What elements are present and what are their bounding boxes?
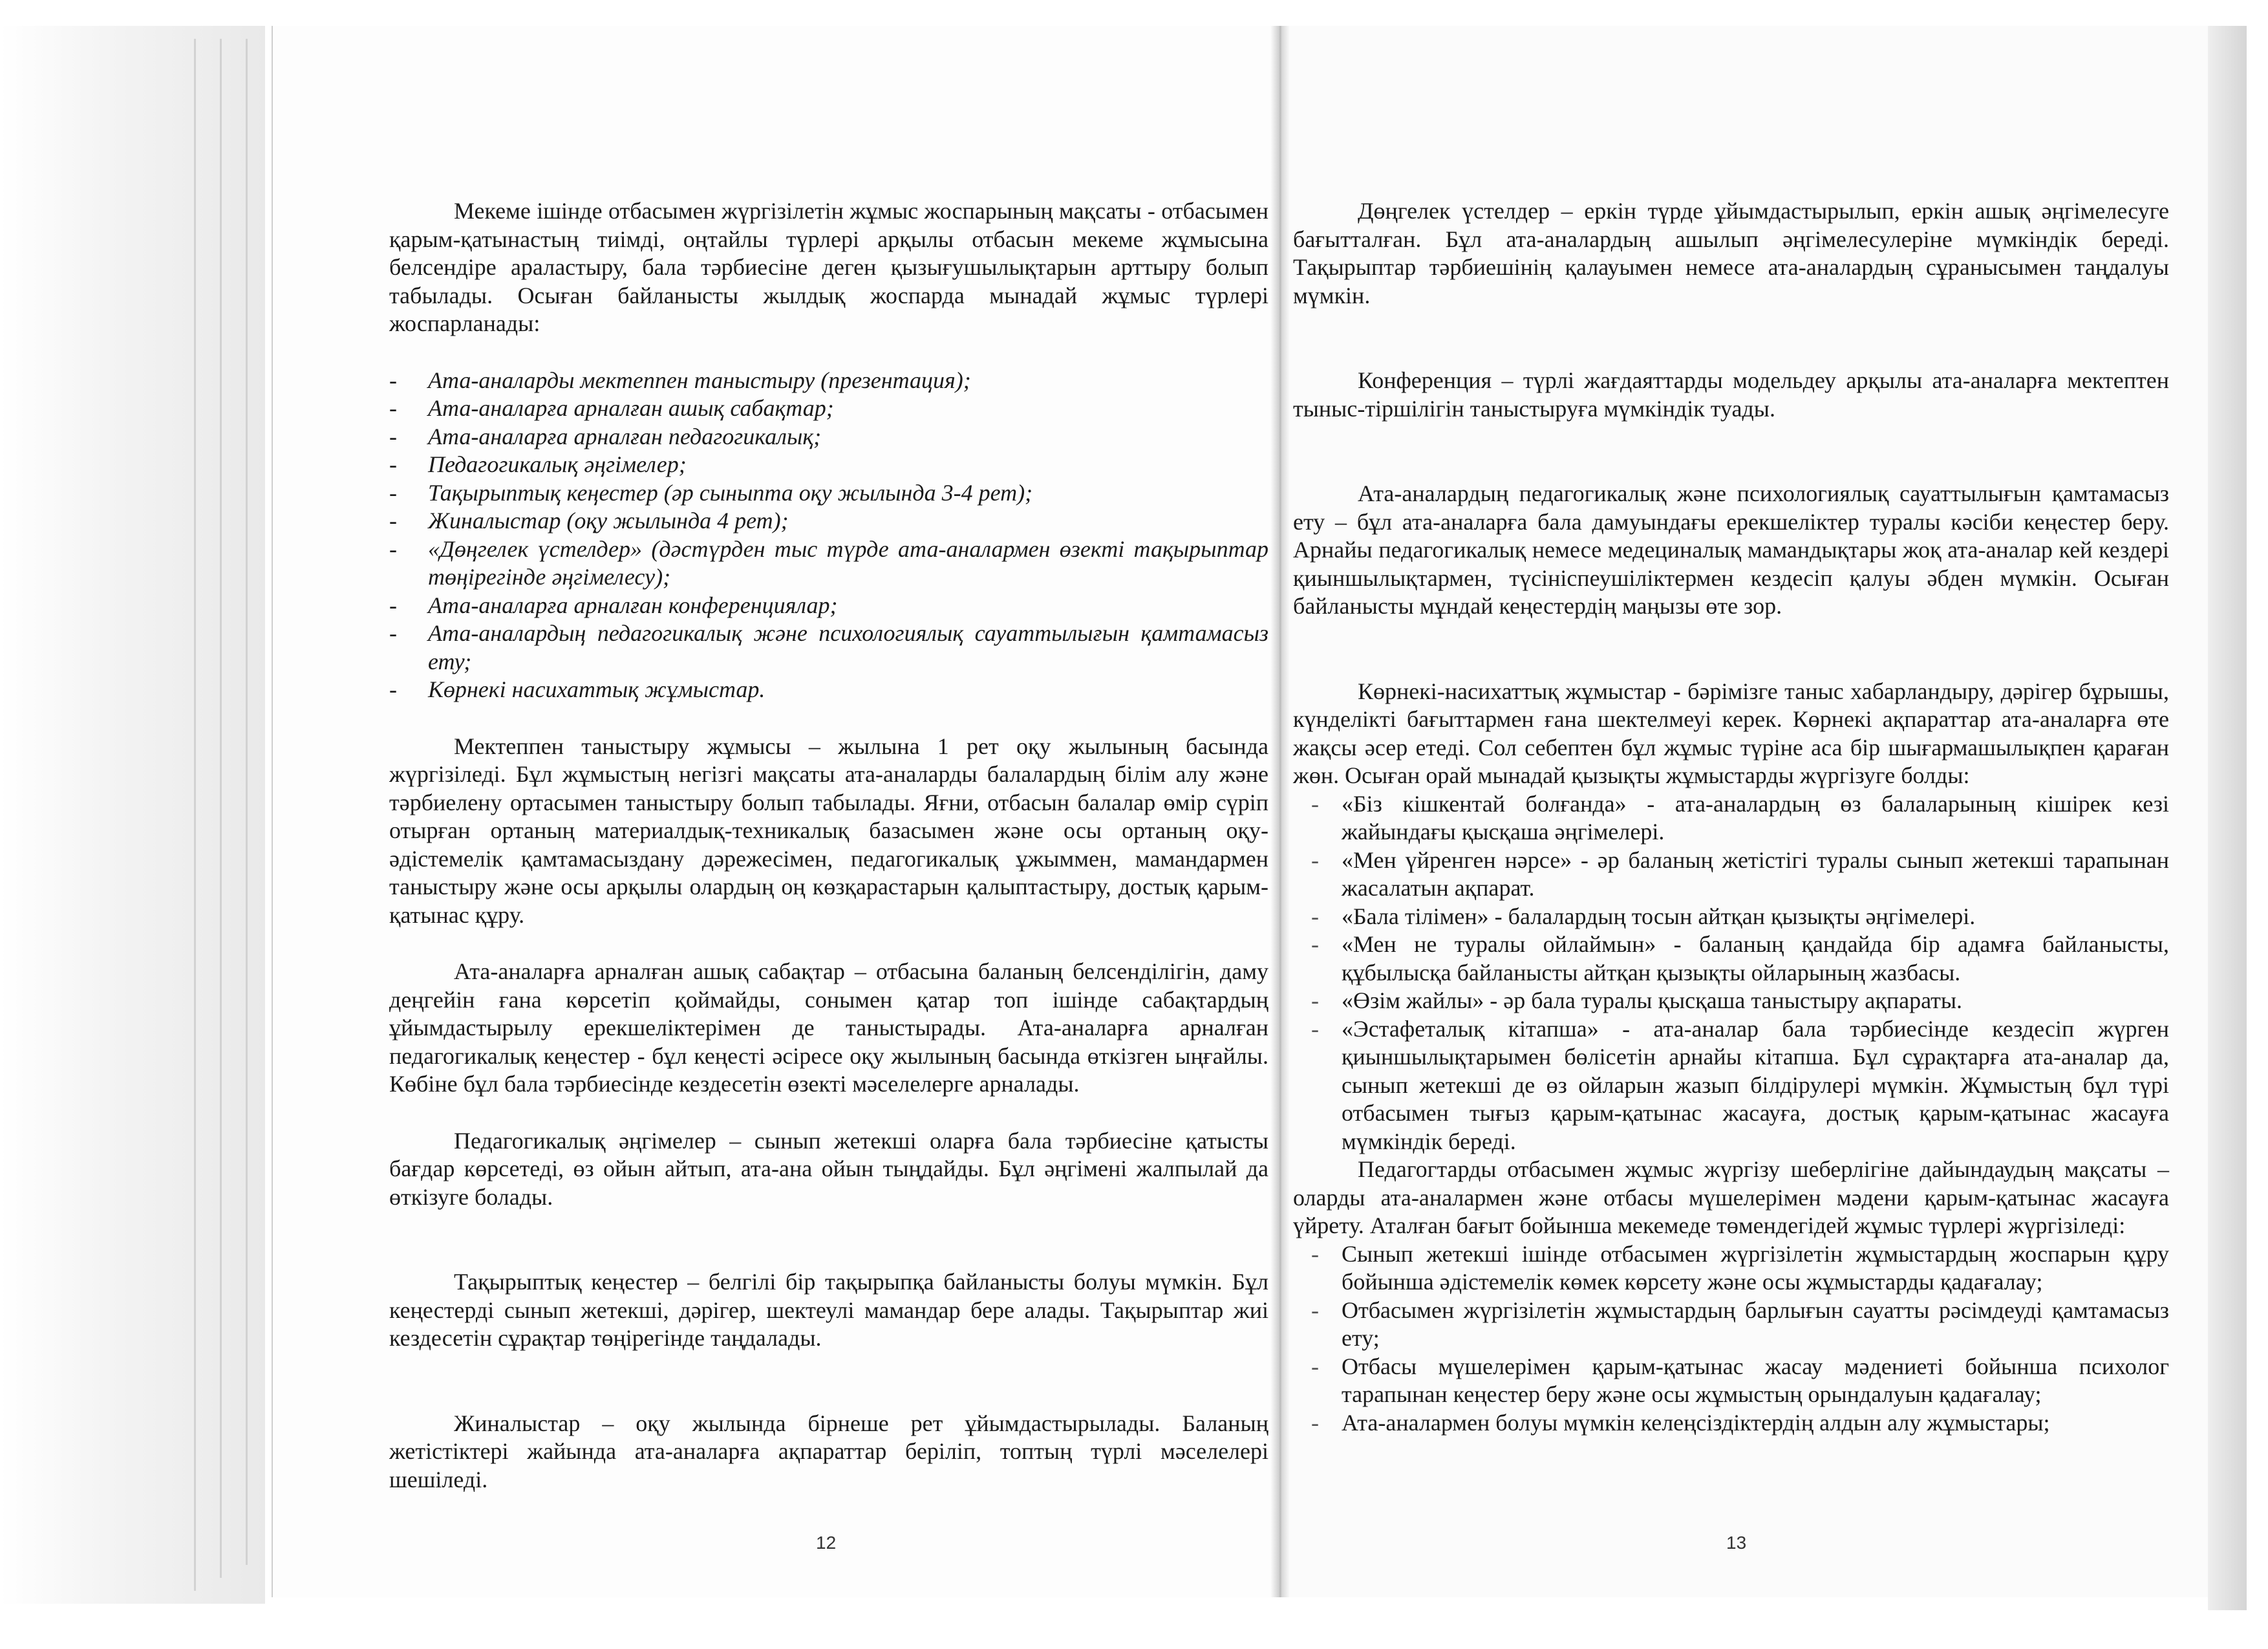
list-item: - «Мен үйренген нәрсе» - әр баланың жетістігі туралы сынып жетекші тарапынан жасалатын ақпарат. — [1293, 846, 2169, 903]
page-number: 12 — [816, 1533, 837, 1553]
list-item: - «Бала тілімен» - балалардың тосын айтқан қызықты әңгімелері. — [1293, 903, 2169, 931]
visual-work-list — [1293, 790, 2169, 1156]
list-item: - «Эстафеталық кітапша» - ата-аналар бала тәрбиесінде кездесіп жүрген қиыншылықтарымен бөлісетін арнайы кітапша. Бұл сұрақтарға ата-аналар да, сынып жетекші де өз ойларын жазып білдірулері мүмкін. Жұмыстың бұл түрі отбасымен тығыз қарым-қатынас жасауға, достық қарым-қатынас жасауға мүмкіндік береді. — [1293, 1015, 2169, 1156]
list-item: - Ата-аналарға арналған ашық сабақтар; — [389, 394, 1268, 423]
paragraph: Мекеме ішінде отбасымен жүргізілетін жұмыс жоспарының мақсаты - отбасымен қарым-қатынастың тиімді, оңтайлы түрлері арқылы отбасын мекеме жұмысына белсендіре араластыру, бала тәрбиесіне деген қызығушылықтарын арттыру болып табылады. Осыған байланысты жылдық жоспарда мынадай жұмыс түрлері жоспарланады: — [389, 198, 1268, 336]
paragraph: Конференция – түрлі жағдаяттарды модельдеу арқылы ата-аналарға мектептен тыныс-тіршілігін таныстыруға мүмкіндік туады. — [1293, 367, 2169, 422]
list-item: - Жиналыстар (оқу жылында 4 рет); — [389, 507, 1268, 535]
list-item: - Педагогикалық әңгімелер; — [389, 451, 1268, 479]
list-item: - «Мен не туралы ойлаймын» - баланың қандайда бір адамға байланысты, құбылысқа байланысты айтқан қызықты ойларының жазбасы. — [1293, 931, 2169, 987]
page-stack-edge — [194, 39, 196, 1591]
list-item: - Ата-аналармен болуы мүмкін келеңсіздіктердің алдын алу жұмыстары; — [1293, 1409, 2169, 1438]
list-item: - Ата-аналарға арналған конференциялар; — [389, 592, 1268, 620]
list-item: - Ата-аналардың педагогикалық және психологиялық сауаттылығын қамтамасыз ету; — [389, 620, 1268, 676]
paragraph: Мектеппен таныстыру жұмысы – жылына 1 рет оқу жылының басында жүргізіледі. Бұл жұмыстың негізгі мақсаты ата-аналарды балалардың білім алу және тәрбиелену ортасымен таныстыру болып табылады. Яғни, отбасын балалар өмір сүріп отырған ортаның материалдық-техникалық базасымен және осы ортаның оқу-әдістемелік қамтамасыздану дәрежесімен, педагогикалық ұжыммен, мамандармен таныстыру және осы арқылы олардың оң көзқарастарын қалыптастыру, достық қарым-қатынас құру. — [389, 733, 1268, 928]
teacher-work-list — [1293, 1240, 2169, 1438]
list-item: - «Біз кішкентай болғанда» - ата-аналардың өз балаларының кішірек кезі жайындағы қысқаша әңгімелері. — [1293, 790, 2169, 846]
page-stack-edge — [220, 39, 222, 1578]
paragraph: Ата-аналардың педагогикалық және психологиялық сауаттылығын қамтамасыз ету – бұл ата-аналарға бала дамуындағы ерекшеліктер туралы кәсіби кеңестер беру. Арнайы педагогикалық немесе медециналық мамандықтары жоқ ата-аналар кей кездері қиыншылықтармен, түсініспеушіліктермен кездесіп қалуы әбден мүмкін. Осыған байланысты мұндай кеңестердің маңызы өте зор. — [1293, 480, 2169, 619]
paragraph: Ата-аналарға арналған ашық сабақтар – отбасына баланың белсенділігін, даму деңгейін ғана көрсетіп қоймайды, сонымен қатар топ ішінде сабақтардың ұйымдастырылу ерекшеліктерімен де таныстырады. Ата-аналарға арналған педагогикалық кеңестер - бұл кеңесті әсіресе оқу жылының басында өткізген ыңғайлы. Көбіне бұл бала тәрбиесінде кездесетін өзекті мәселелерге арналады. — [389, 958, 1268, 1097]
paragraph: Жиналыстар – оқу жылында бірнеше рет ұйымдастырылады. Баланың жетістіктері жайында ата-аналарға ақпараттар беріліп, топтың түрлі мәселелері шешіледі. — [389, 1410, 1268, 1493]
list-item: - Тақырыптық кеңестер (әр сыныпта оқу жылында 3-4 рет); — [389, 479, 1268, 508]
book-spine — [1270, 26, 1290, 1597]
right-page — [1280, 26, 2211, 1597]
left-page-text — [389, 197, 1268, 1494]
activity-list — [389, 367, 1268, 704]
list-item: - Сынып жетекші ішінде отбасымен жүргізілетін жұмыстардың жоспарын құру бойынша әдістемелік көмек көрсету және осы жұмыстарды қадағалау; — [1293, 1240, 2169, 1297]
list-item: - «Дөңгелек үстелдер» (дәстүрден тыс түрде ата-аналармен өзекті тақырыптар төңірегінде әңгімелесу); — [389, 535, 1268, 592]
list-item: - Ата-аналарды мектеппен таныстыру (презентация); — [389, 367, 1268, 395]
list-item: - Отбасы мүшелерімен қарым-қатынас жасау мәдениеті бойынша психолог тарапынан кеңестер беру және осы жұмыстың орындалуын қадағалау; — [1293, 1353, 2169, 1409]
page-stack-edge — [246, 39, 248, 1565]
list-item: - «Өзім жайлы» - әр бала туралы қысқаша таныстыру ақпараты. — [1293, 987, 2169, 1015]
paragraph: Педагогикалық әңгімелер – сынып жетекші оларға бала тәрбиесіне қатысты бағдар көрсетеді, өз ойын айтып, ата-ана ойын тыңдайды. Бұл әңгімені жалпылай да өткізуге болады. — [389, 1127, 1268, 1210]
list-item: - Ата-аналарға арналған педагогикалық; — [389, 423, 1268, 451]
paragraph: Тақырыптық кеңестер – белгілі бір тақырыпқа байланысты болуы мүмкін. Бұл кеңестерді сынып жетекші, дәрігер, шектеулі мамандар бере алады. Тақырыптар жиі кездесетін сұрақтар төңірегінде таңдалады. — [389, 1269, 1268, 1351]
list-item: - Көрнекі насихаттық жұмыстар. — [389, 676, 1268, 704]
paragraph: Дөңгелек үстелдер – еркін түрде ұйымдастырылып, еркін ашық әңгімелесуге бағытталған. Бұл ата-аналардың ашылып әңгімелесулеріне мүмкіндік береді. Тақырыптар тәрбиешінің қалауымен немесе ата-аналардың сұранысымен таңдалуы мүмкін. — [1293, 198, 2169, 308]
paragraph: Көрнекі-насихаттық жұмыстар - бәрімізге таныс хабарландыру, дәрігер бұрышы, күнделікті бағыттармен ғана шектелмеуі керек. Көрнекі ақпараттар ата-аналарға өте жақсы әсер етеді. Сол себептен бұл жұмыс түріне аса бір шығармашылықпен қараған жөн. Осыған орай мынадай қызықты жұмыстарды жүргізуге болды: — [1293, 678, 2169, 788]
page-number: 13 — [1726, 1533, 1747, 1553]
right-page-text — [1293, 197, 2169, 1437]
paragraph: Педагогтарды отбасымен жұмыс жүргізу шеберлігіне дайындаудың мақсаты – оларды ата-аналармен және отбасы мүшелерімен мәдени қарым-қатынас жасауға үйрету. Аталған бағыт бойынша мекемеде төмендегідей жұмыс түрлері жүргізіледі: — [1293, 1156, 2169, 1238]
page-stack-shadow — [0, 26, 265, 1604]
list-item: - Отбасымен жүргізілетін жұмыстардың барлығын сауатты рәсімдеуді қамтамасыз ету; — [1293, 1297, 2169, 1353]
page-right-edge — [2208, 26, 2247, 1610]
left-page — [272, 26, 1280, 1597]
